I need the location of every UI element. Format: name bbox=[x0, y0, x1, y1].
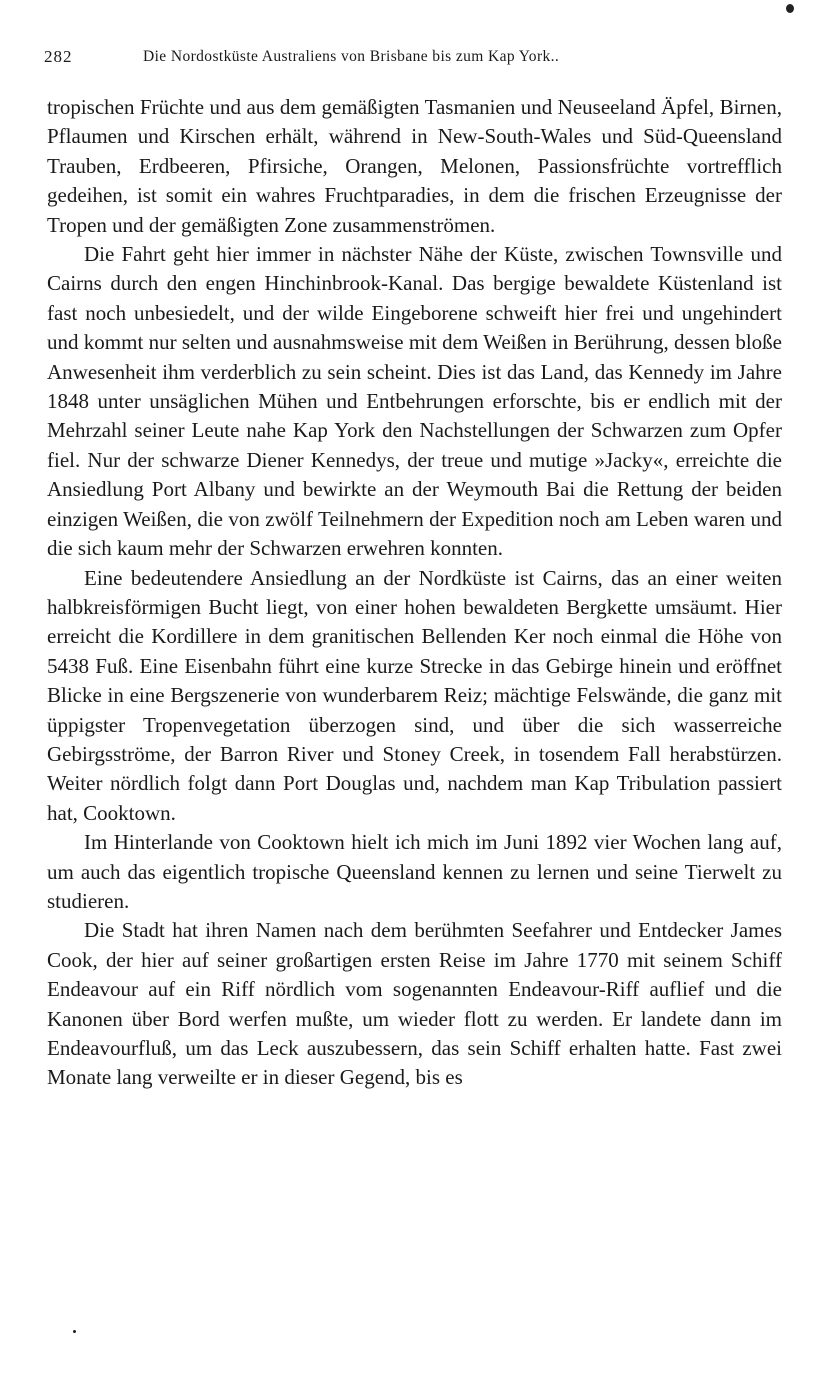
ink-speck bbox=[73, 1330, 76, 1333]
paragraph: Die Stadt hat ihren Namen nach dem berühmten Seefahrer und Entdecker James Cook, der hier auf seiner großartigen ersten Reise im Jahre 1770 mit seinem Schiff Endeavour auf ein Riff nördlich vom sogenannten Endeavour-Riff auflief und die Kanonen über Bord werfen mußte, um wieder flott zu werden. Er landete dann im Endeavourfluß, um das Leck auszubessern, das sein Schiff erhalten hatte. Fast zwei Monate lang verweilte er in dieser Gegend, bis es bbox=[47, 918, 782, 1090]
paragraph: Die Fahrt geht hier immer in nächster Nähe der Küste, zwischen Townsville und Cairns durch den engen Hinchinbrook-Kanal. Das bergige bewaldete Küstenland ist fast noch unbesiedelt, und der wilde Eingeborene schweift hier frei und ungehindert und kommt nur selten und ausnahmsweise mit dem Weißen in Berührung, dessen bloße Anwesenheit ihm verderblich zu sein scheint. Dies ist das Land, das Kennedy im Jahre 1848 unter unsäglichen Mühen und Entbehrungen erforschte, bis er endlich mit der Mehrzahl seiner Leute nahe Kap York den Nachstellungen der Schwarzen zum Opfer fiel. Nur der schwarze Diener Kennedys, der treue und mutige »Jacky«, erreichte die Ansiedlung Port Albany und bewirkte an der Weymouth Bai die Rettung der beiden einzigen Weißen, die von zwölf Teilnehmern der Expedition noch am Leben waren und die sich kaum mehr der Schwarzen erwehren konnten. bbox=[47, 242, 782, 561]
paragraph: Im Hinterlande von Cooktown hielt ich mich im Juni 1892 vier Wochen lang auf, um auch das eigentlich tropische Queensland kennen zu lernen und seine Tierwelt zu studieren. bbox=[47, 830, 782, 913]
ink-speck bbox=[786, 4, 794, 13]
page-number: 282 bbox=[44, 47, 73, 66]
paragraph-continued: tropischen Früchte und aus dem gemäßigten Tasmanien und Neuseeland Äpfel, Birnen, Pflaumen und Kirschen erhält, während in New-South-Wales und Süd-Queensland Trauben, Erdbeeren, Pfirsiche, Orangen, Melonen, Passionsfrüchte vortrefflich gedeihen, ist somit ein wahres Fruchtparadies, in dem die frischen Erzeugnisse der Tropen und der gemäßigten Zone zusammenströmen. bbox=[47, 95, 782, 237]
paragraph: Eine bedeutendere Ansiedlung an der Nordküste ist Cairns, das an einer weiten halbkreisförmigen Bucht liegt, von einer hohen bewaldeten Bergkette umsäumt. Hier erreicht die Kordillere in dem granitischen Bellenden Ker noch einmal die Höhe von 5438 Fuß. Eine Eisenbahn führt eine kurze Strecke in das Gebirge hinein und eröffnet Blicke in eine Bergszenerie von wunderbarem Reiz; mächtige Felswände, die ganz mit üppigster Tropenvegetation überzogen sind, und über die sich wasserreiche Gebirgsströme, der Barron River und Stoney Creek, in tosendem Fall herabstürzen. Weiter nördlich folgt dann Port Douglas und, nachdem man Kap Tribulation passiert hat, Cooktown. bbox=[47, 565, 782, 825]
body-text bbox=[47, 93, 782, 1093]
running-title: Die Nordostküste Australiens von Brisbane bis zum Kap York.. bbox=[143, 48, 560, 65]
page-header bbox=[44, 47, 784, 73]
